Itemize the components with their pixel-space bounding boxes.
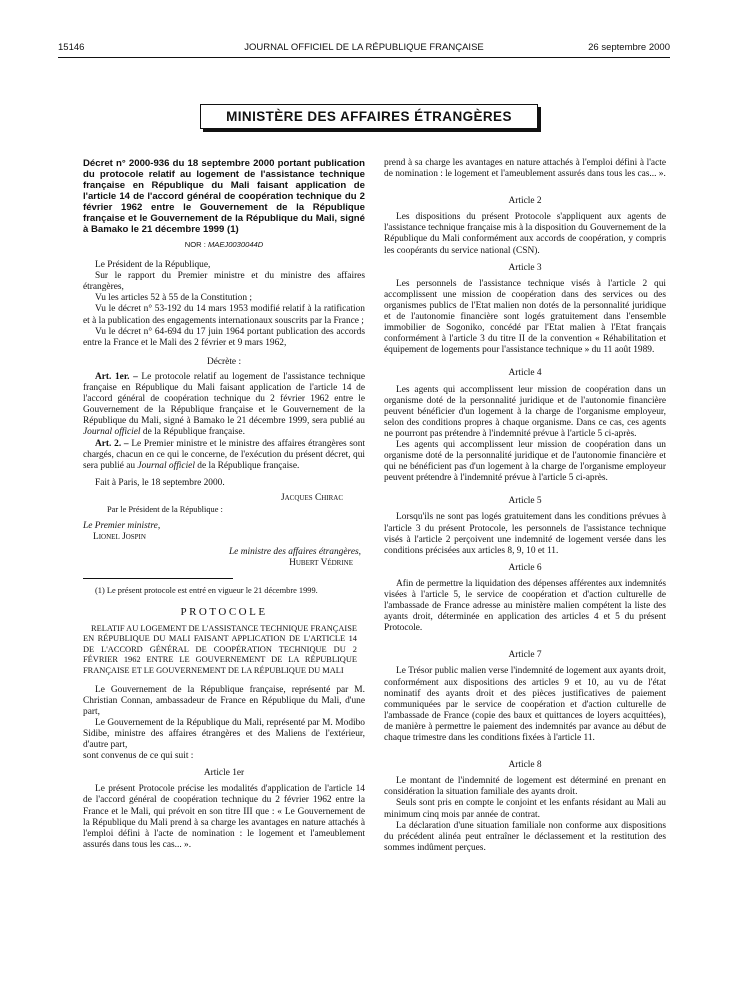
article-heading: Article 4 [508, 368, 542, 379]
article-paragraph: Lorsqu'ils ne sont pas logés gratuitement dans les conditions prévues à l'article 3 du présent Protocole, les personnels de l'assistance technique visés à l'article 2 perçoivent une indemnité de logement versée dans les conditions précisées aux articles 8, 9, 10 et 11. [384, 512, 666, 556]
article-paragraph: Le montant de l'indemnité de logement est déterminé en prenant en considération la situation familiale des ayants droit. [384, 776, 666, 798]
left-column [83, 158, 365, 850]
pm-title: Le Premier ministre, [83, 521, 161, 532]
article-label: Art. 1er. – [95, 371, 138, 382]
page-number: 15146 [58, 42, 85, 53]
decree-article-1: Art. 1er. – Le protocole relatif au logement de l'assistance technique française en République du Mali faisant application de l'article 14 de l'accord général de coopération technique du 2 février 1962 entre le Gouvernement de la République française et le Gouvernement de la République du Mali, signé à Bamako le 21 décembre 1999, sera publié au Journal officiel de la République française. [83, 371, 365, 438]
right-column [384, 158, 666, 854]
decree-paragraph: Le Président de la République, [95, 260, 211, 271]
protocol-intro: Le Gouvernement de la République française, représenté par M. Christian Connan, ambassadeur de France en République du Mali, d'une part, [83, 684, 365, 717]
page-header [58, 42, 670, 56]
article-heading: Article 7 [508, 650, 542, 661]
article-heading: Article 5 [508, 496, 542, 507]
article-label: Art. 2. – [95, 438, 129, 449]
nor-label: NOR : [184, 240, 206, 249]
article-heading: Article 3 [508, 262, 542, 273]
article-heading: Article 8 [508, 760, 542, 771]
article-heading: Article 1er [203, 768, 245, 779]
article-paragraph: Les agents qui accomplissent leur mission de coopération dans un organisme doté de la personnalité juridique et de l'autonomie financière peuvent bénéficier d'un logement à la charge de l'organisme employeur, selon des conditions propres à chaque organisme. Dans ce cas, ces agents ne pourront pas prétendre à l'indemnité prévue à l'article 5 ci-après. [384, 384, 666, 439]
article-paragraph: La déclaration d'une situation familiale non conforme aux dispositions du précédent alinéa peut entraîner le déclassement et la restitution des sommes indûment perçues. [384, 820, 666, 853]
decrete: Décrète : [206, 356, 242, 367]
protocol-intro: Le Gouvernement de la République du Mali, représenté par M. Modibo Sidibe, ministre des affaires étrangères et des Maliens de l'extérieur, d'autre part, [83, 717, 365, 751]
journal-title: JOURNAL OFFICIEL DE LA RÉPUBLIQUE FRANÇAISE [244, 42, 484, 53]
fm-name: Hubert Védrine [289, 558, 353, 569]
article-paragraph: Le présent Protocole précise les modalités d'application de l'article 14 de l'accord général de coopération technique du 2 février 1962 entre la France et le Mali, qui prévoit en son titre III que : « Le Gouvernement de la République du Mali prend à sa charge les avantages en nature attachés à l'emploi défini à l'acte de nomination : le logement et l'ameublement assurés dans tous les cas... ». [83, 784, 365, 850]
footnote: (1) Le présent protocole est entré en vigueur le 21 décembre 1999. [95, 586, 318, 596]
article-paragraph: Les personnels de l'assistance technique visés à l'article 2 qui accomplissent une mission de coopération dans des services ou des organismes publics de l'Etat malien non dotés de la personnalité juridique et de l'autonomie financière sont logés gratuitement dans l'ensemble immobilier de Sogoniko, concédé par l'Etat malien à l'Etat français conformément à l'article 3 du titre II de la convention « Réhabilitation et équipement de logements pour l'assistance technique » du 11 août 1989. [384, 278, 666, 356]
article-paragraph: Les agents qui accomplissent leur mission de coopération dans un organisme doté de la personnalité juridique et de l'autonomie financière et qui ne bénéficient pas d'un logement à la charge de l'organisme employeur peuvent prétendre à l'indemnité prévue à l'article 5 ci-après. [384, 439, 666, 484]
fm-title: Le ministre des affaires étrangères, [228, 547, 361, 558]
header-rule [58, 57, 670, 58]
decree-paragraph: Vu le décret n° 53-192 du 14 mars 1953 modifié relatif à la ratification et à la publication des engagements internationaux souscrits par la France ; [83, 304, 365, 326]
protocol-agreed: sont convenus de ce qui suit : [83, 751, 194, 762]
decree-article-2: Art. 2. – Le Premier ministre et le ministre des affaires étrangères sont chargés, chacun en ce qui le concerne, de l'exécution du présent décret, qui sera publié au Journal officiel de la République française. [83, 438, 365, 471]
article-paragraph: Afin de permettre la liquidation des dépenses afférentes aux indemnités visées à l'article 5, le service de coopération et d'action culturelle de l'ambassade de France adresse au ministère malien compétent la liste des ayants droit, déterminée en application des articles 4 et 5 du présent Protocole. [384, 578, 666, 634]
article-paragraph: Le Trésor public malien verse l'indemnité de logement aux ayants droit, conformément aux dispositions des articles 9 et 10, au vu de l'état nominatif des ayants droit et des pièces justificatives de paiement communiquées par le service de coopération et d'action culturelle de l'ambassade de France (copie des baux et quittances de loyers acquittées), de manière à permettre le paiement des indemnités par avance au début de chaque trimestre dans les conditions fixées à l'article 11. [384, 666, 666, 744]
article-paragraph: Les dispositions du présent Protocole s'appliquent aux agents de l'assistance technique française mis à la disposition du Gouvernement de la République du Mali conformément aux accords de coopération, y compris les coopérants du service national (CSN). [384, 212, 666, 256]
decree-paragraph: Vu le décret n° 64-694 du 17 juin 1964 portant publication des accords entre la France et le Mali des 2 février et 9 mars 1962, [83, 326, 365, 348]
pm-name: Lionel Jospin [93, 532, 146, 543]
nor-code: MAEJ0030044D [207, 240, 264, 249]
protocol-title: RELATIF AU LOGEMENT DE L'ASSISTANCE TECHNIQUE FRANÇAISE EN RÉPUBLIQUE DU MALI FAISANT APPLICATION DE L'ARTICLE 14 DE L'ACCORD GÉNÉRAL DE COOPÉRATION TECHNIQUE DU 2 FÉVRIER 1962 ENTRE LE GOUVERNEMENT DE LA RÉPUBLIQUE FRANÇAISE ET LE GOUVERNEMENT DE LA RÉPUBLIQUE DU MALI [83, 623, 357, 675]
article-1-continuation: prend à sa charge les avantages en nature attachés à l'emploi défini à l'acte de nomination : le logement et l'ameublement assurés dans tous les cas... ». [384, 158, 666, 180]
decree-title: Décret n° 2000-936 du 18 septembre 2000 portant publication du protocole relatif au logement de l'assistance technique française en République du Mali faisant application de l'article 14 de l'accord général de coopération technique du 2 février 1962 entre le Gouvernement de la République française et le Gouvernement de la République du Mali, signé à Bamako le 21 décembre 1999 (1) [83, 158, 365, 235]
nor-reference [83, 239, 365, 250]
ministry-heading: MINISTÈRE DES AFFAIRES ÉTRANGÈRES [200, 104, 538, 129]
footnote-rule [83, 578, 233, 579]
decree-paragraph: Sur le rapport du Premier ministre et du ministre des affaires étrangères, [83, 271, 365, 293]
issue-date: 26 septembre 2000 [588, 42, 670, 53]
article-heading: Article 2 [508, 196, 542, 207]
article-paragraph: Seuls sont pris en compte le conjoint et les enfants résidant au Mali au minimum cinq mois par année de contrat. [384, 798, 666, 820]
decree-paragraph: Vu les articles 52 à 55 de la Constitution ; [95, 293, 252, 304]
by-president: Par le Président de la République : [107, 504, 223, 514]
article-heading: Article 6 [508, 562, 542, 573]
done-at: Fait à Paris, le 18 septembre 2000. [95, 477, 225, 488]
signature-president: Jacques Chirac [280, 492, 343, 503]
protocol-heading: PROTOCOLE [180, 605, 268, 618]
